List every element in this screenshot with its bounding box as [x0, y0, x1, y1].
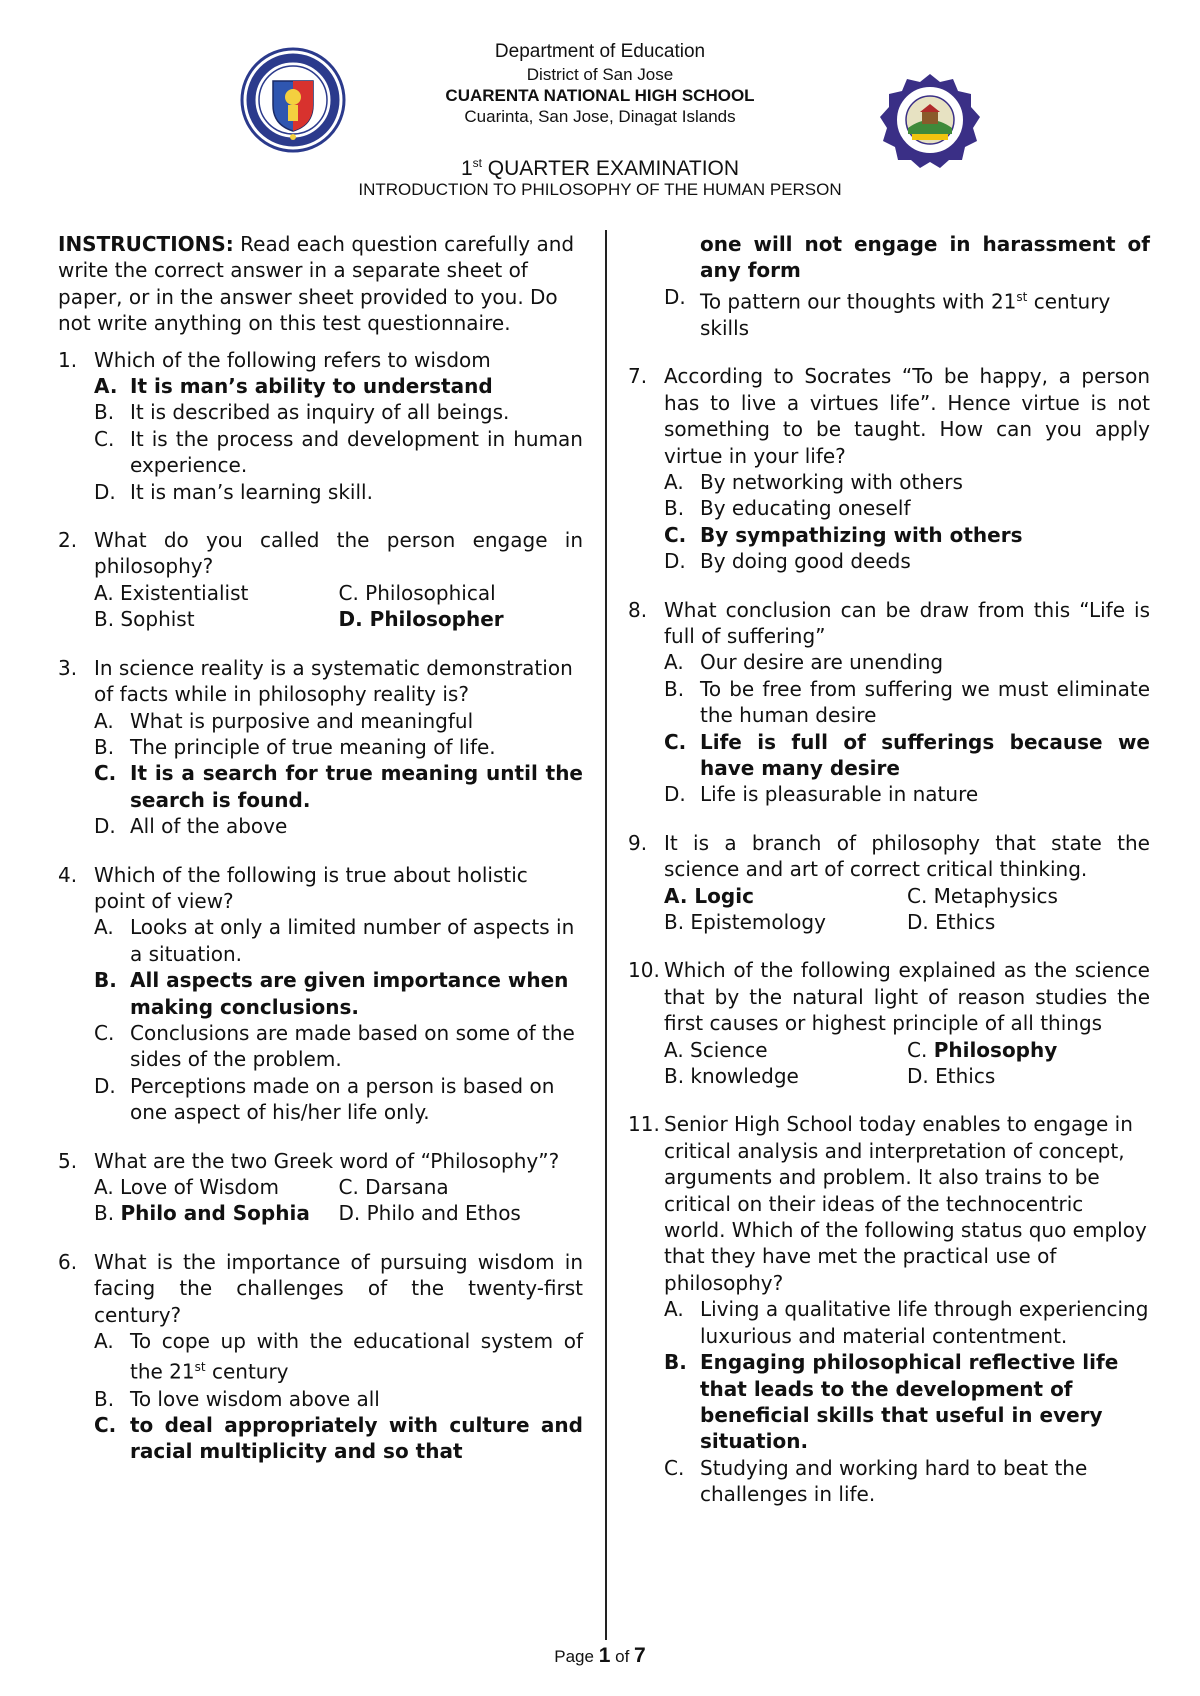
- option-c: C. Studying and working hard to beat the challenges in life.: [664, 1455, 1088, 1507]
- department-name: Department of Education: [494, 41, 706, 62]
- option-a: A. Science: [664, 1037, 768, 1062]
- option-d: D. Ethics: [907, 1064, 996, 1089]
- option-d: D. To pattern our thoughts with 21st century skills: [664, 284, 1111, 340]
- option-d: D. By doing good deeds: [664, 549, 911, 574]
- options-grid: [94, 580, 583, 633]
- options-grid: [94, 1174, 583, 1227]
- option-b: B. By educating oneself: [664, 496, 911, 521]
- option-a: A. Love of Wisdom: [94, 1175, 279, 1199]
- question-5: 5. What are the two Greek word of “Philosophy”? A. Love of Wisdom C. Darsana B. Philo and Sophia D. Philo and Ethos: [58, 1148, 583, 1227]
- options-grid: [664, 883, 1150, 936]
- column-divider: [605, 230, 607, 1640]
- question-1: 1. Which of the following refers to wisdom A. It is man’s ability to understand B. It is described as inquiry of all beings. C. It is the process and development in human experience. D. It is man’s learning skill.: [58, 347, 583, 504]
- question-11: 11. Senior High School today enables to engage in critical analysis and interpretation of concept, arguments and problem. It also trains to be critical on their ideas of the technocentric world. Which of the following status quo employ that they have met the practical use of philosophy? A. Living a qualitative life through experiencing luxurious and material contentment. B. Engaging philosophical reflective life that leads to the development of beneficial skills that useful in every situation. C. Studying and working hard to beat the challenges in life.: [628, 1112, 1149, 1507]
- option-c: C. Darsana: [338, 1175, 449, 1199]
- option-d: D. All of the above: [94, 814, 288, 839]
- option-c: C. to deal appropriately with culture and racial multiplicity and so that: [94, 1412, 583, 1464]
- option-c: C. Philosophical: [338, 580, 496, 605]
- option-c: C. By sympathizing with others: [664, 522, 1023, 547]
- question-9: 9. It is a branch of philosophy that state the science and art of correct critical thinking. A. Logic C. Metaphysics B. Epistemology D. Ethics: [628, 830, 1150, 934]
- question-4: 4. Which of the following is true about holistic point of view? A. Looks at only a limited number of aspects in a situation. B. All aspects are given importance when making conclusions. C. Conclusions are made based on some of the sides of the problem. D. Perceptions made on a person is based on one aspect of his/her life only.: [58, 862, 583, 1126]
- exam-subject: INTRODUCTION TO PHILOSOPHY OF THE HUMAN PERSON: [358, 180, 842, 199]
- option-d: D. Philosopher: [338, 607, 504, 632]
- options-grid: [664, 1037, 1150, 1090]
- option-c: C. It is a search for true meaning until the search is found.: [94, 761, 583, 812]
- option-b: B. Sophist: [94, 607, 195, 632]
- question-6-continued: [628, 231, 1150, 341]
- question-8: 8. What conclusion can be draw from this “Life is full of suffering” A. Our desire are unending B. To be free from suffering we must eliminate the human desire C. Life is full of sufferings because we have many desire D. Life is pleasurable in nature: [628, 597, 1150, 807]
- option-b: B. To be free from suffering we must eliminate the human desire: [664, 676, 1150, 728]
- option-b: B. knowledge: [664, 1064, 799, 1089]
- option-b: B. Epistemology: [664, 910, 826, 934]
- option-a: A. What is purposive and meaningful: [94, 708, 474, 733]
- option-c: C. It is the process and development in human experience.: [94, 426, 583, 478]
- option-c: C. Philosophy: [907, 1037, 1058, 1062]
- option-b: B. Philo and Sophia: [94, 1201, 310, 1226]
- option-b: B. The principle of true meaning of life.: [94, 734, 496, 759]
- option-b: B. To love wisdom above all: [94, 1386, 380, 1411]
- option-b: B. It is described as inquiry of all beings.: [94, 400, 510, 425]
- district-name: District of San Jose: [526, 65, 674, 84]
- question-3: 3. In science reality is a systematic demonstration of facts while in philosophy reality is? A. What is purposive and meaningful B. The principle of true meaning of life. C. It is a search for true meaning until the search is found. D. All of the above: [58, 655, 583, 839]
- option-d: D. Perceptions made on a person is based on one aspect of his/her life only.: [94, 1073, 555, 1125]
- school-header: [0, 40, 1200, 127]
- right-column: [628, 231, 1150, 1530]
- page-footer: Page 1 of 7: [554, 1644, 646, 1667]
- question-2: 2. What do you called the person engage in philosophy? A. Existentialist C. Philosophical B. Sophist D. Philosopher: [58, 528, 583, 632]
- option-a: A. Looks at only a limited number of aspects in a situation.: [94, 915, 575, 966]
- instructions: INSTRUCTIONS: Read each question carefully and write the correct answer in a separate sheet of paper, or in the answer sheet provided to you. Do not write anything on this test questionnaire.: [58, 232, 575, 336]
- option-d: D. Life is pleasurable in nature: [664, 782, 979, 807]
- option-c: C. Life is full of sufferings because we have many desire: [664, 729, 1150, 780]
- left-column: [58, 231, 583, 1487]
- option-d: D. Philo and Ethos: [338, 1201, 521, 1226]
- school-address: Cuarinta, San Jose, Dinagat Islands: [464, 107, 736, 126]
- school-name: CUARENTA NATIONAL HIGH SCHOOL: [445, 86, 755, 105]
- option-b: B. Engaging philosophical reflective life that leads to the development of beneficial skills that useful in every situation.: [664, 1350, 1119, 1454]
- option-c-continued: one will not engage in harassment of any form: [700, 232, 1150, 283]
- option-a: A. Our desire are unending: [664, 650, 944, 675]
- option-d: D. Ethics: [907, 910, 996, 934]
- option-a: A. Living a qualitative life through experiencing luxurious and material contentment.: [664, 1297, 1149, 1348]
- option-d: D. It is man’s learning skill.: [94, 479, 373, 504]
- question-6: 6. What is the importance of pursuing wisdom in facing the challenges of the twenty-first century? A. To cope up with the educational system of the 21st century B. To love wisdom above all C. to deal appropriately with culture and racial multiplicity and so that: [58, 1249, 583, 1464]
- option-c: C. Metaphysics: [907, 883, 1058, 908]
- option-b: B. All aspects are given importance when making conclusions.: [94, 968, 569, 1019]
- option-a: A. It is man’s ability to understand: [94, 374, 493, 399]
- option-a: A. Logic: [664, 883, 754, 908]
- question-10: 10. Which of the following explained as the science that by the natural light of reason studies the first causes or highest principle of all things A. Science C. Philosophy B. knowledge D. Ethics: [628, 958, 1150, 1089]
- option-a: A. Existentialist: [94, 580, 249, 605]
- exam-title: 1st QUARTER EXAMINATION: [460, 156, 740, 180]
- option-a: A. To cope up with the educational system of the 21st century: [94, 1329, 583, 1385]
- option-a: A. By networking with others: [664, 469, 963, 494]
- option-c: C. Conclusions are made based on some of the sides of the problem.: [94, 1020, 575, 1072]
- question-7: 7. According to Socrates “To be happy, a person has to live a virtues life”. Hence virtue is not something to be taught. How can you apply virtue in your life? A. By networking with others B. By educating oneself C. By sympathizing with others D. By doing good deeds: [628, 364, 1150, 574]
